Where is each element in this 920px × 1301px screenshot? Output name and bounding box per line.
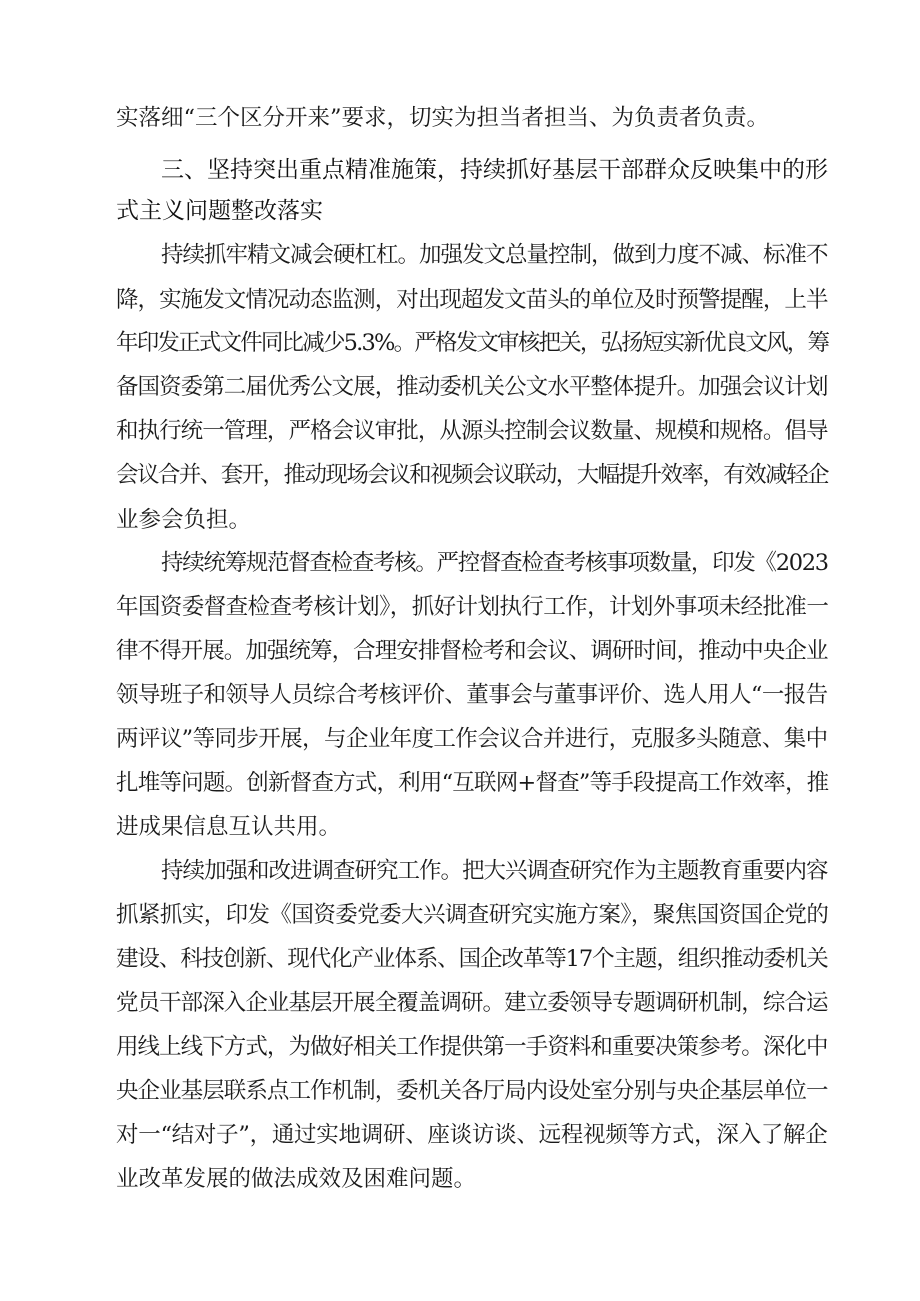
- text-line: 建设、科技创新、现代化产业体系、国企改革等17个主题，组织推动委机关: [116, 946, 828, 972]
- text-line: 年印发正式文件同比减少5.3%。严格发文审核把关，弘扬短实新优良文风，筹: [116, 330, 829, 356]
- section-heading: 三、坚持突出重点精准施策，持续抓好基层干部群众反映集中的形: [161, 157, 828, 183]
- text-line: 会议合并、套开，推动现场会议和视频会议联动，大幅提升效率，有效减轻企: [116, 462, 829, 488]
- text-line: 业改革发展的做法成效及困难问题。: [116, 1166, 477, 1192]
- text-line: 抓紧抓实，印发《国资委党委大兴调查研究实施方案》，聚焦国资国企党的: [116, 902, 829, 928]
- text-line: 降，实施发文情况动态监测，对出现超发文苗头的单位及时预警提醒，上半: [116, 287, 828, 313]
- text-line: 和执行统一管理，严格会议审批，从源头控制会议数量、规模和规格。倡导: [116, 418, 828, 444]
- text-line: 对一“结对子”，通过实地调研、座谈访谈、远程视频等方式，深入了解企: [116, 1122, 828, 1148]
- text-line: 进成果信息互认共用。: [116, 814, 342, 840]
- text-line: 用线上线下方式，为做好相关工作提供第一手资料和重要决策参考。深化中: [116, 1034, 828, 1060]
- text-line: 两评议”等同步开展，与企业年度工作会议合并进行，克服多头随意、集中: [116, 726, 828, 752]
- text-line: 持续统筹规范督查检查考核。严控督查检查考核事项数量，印发《2023: [161, 550, 828, 576]
- text-line: 持续抓牢精文减会硬杠杠。加强发文总量控制，做到力度不减、标准不: [161, 242, 828, 268]
- text-line: 年国资委督查检查考核计划》，抓好计划执行工作，计划外事项未经批准一: [116, 594, 829, 620]
- text-line: 领导班子和领导人员综合考核评价、董事会与董事评价、选人用人“一报告: [116, 682, 828, 708]
- text-line: 央企业基层联系点工作机制，委机关各厅局内设处室分别与央企基层单位一: [116, 1078, 828, 1104]
- text-line: 持续加强和改进调查研究工作。把大兴调查研究作为主题教育重要内容: [161, 858, 828, 884]
- text-line: 扎堆等问题。创新督查方式，利用“互联网+督查”等手段提高工作效率，推: [116, 770, 829, 796]
- text-line: 律不得开展。加强统筹，合理安排督检考和会议、调研时间，推动中央企业: [116, 638, 828, 664]
- text-line: 备国资委第二届优秀公文展，推动委机关公文水平整体提升。加强会议计划: [116, 374, 828, 400]
- text-line: 业参会负担。: [116, 507, 252, 533]
- text-line: 党员干部深入企业基层开展全覆盖调研。建立委领导专题调研机制，综合运: [116, 990, 828, 1016]
- section-heading-continued: 式主义问题整改落实: [116, 198, 323, 224]
- text-line: 实落细“三个区分开来”要求，切实为担当者担当、为负责者负责。: [116, 105, 770, 131]
